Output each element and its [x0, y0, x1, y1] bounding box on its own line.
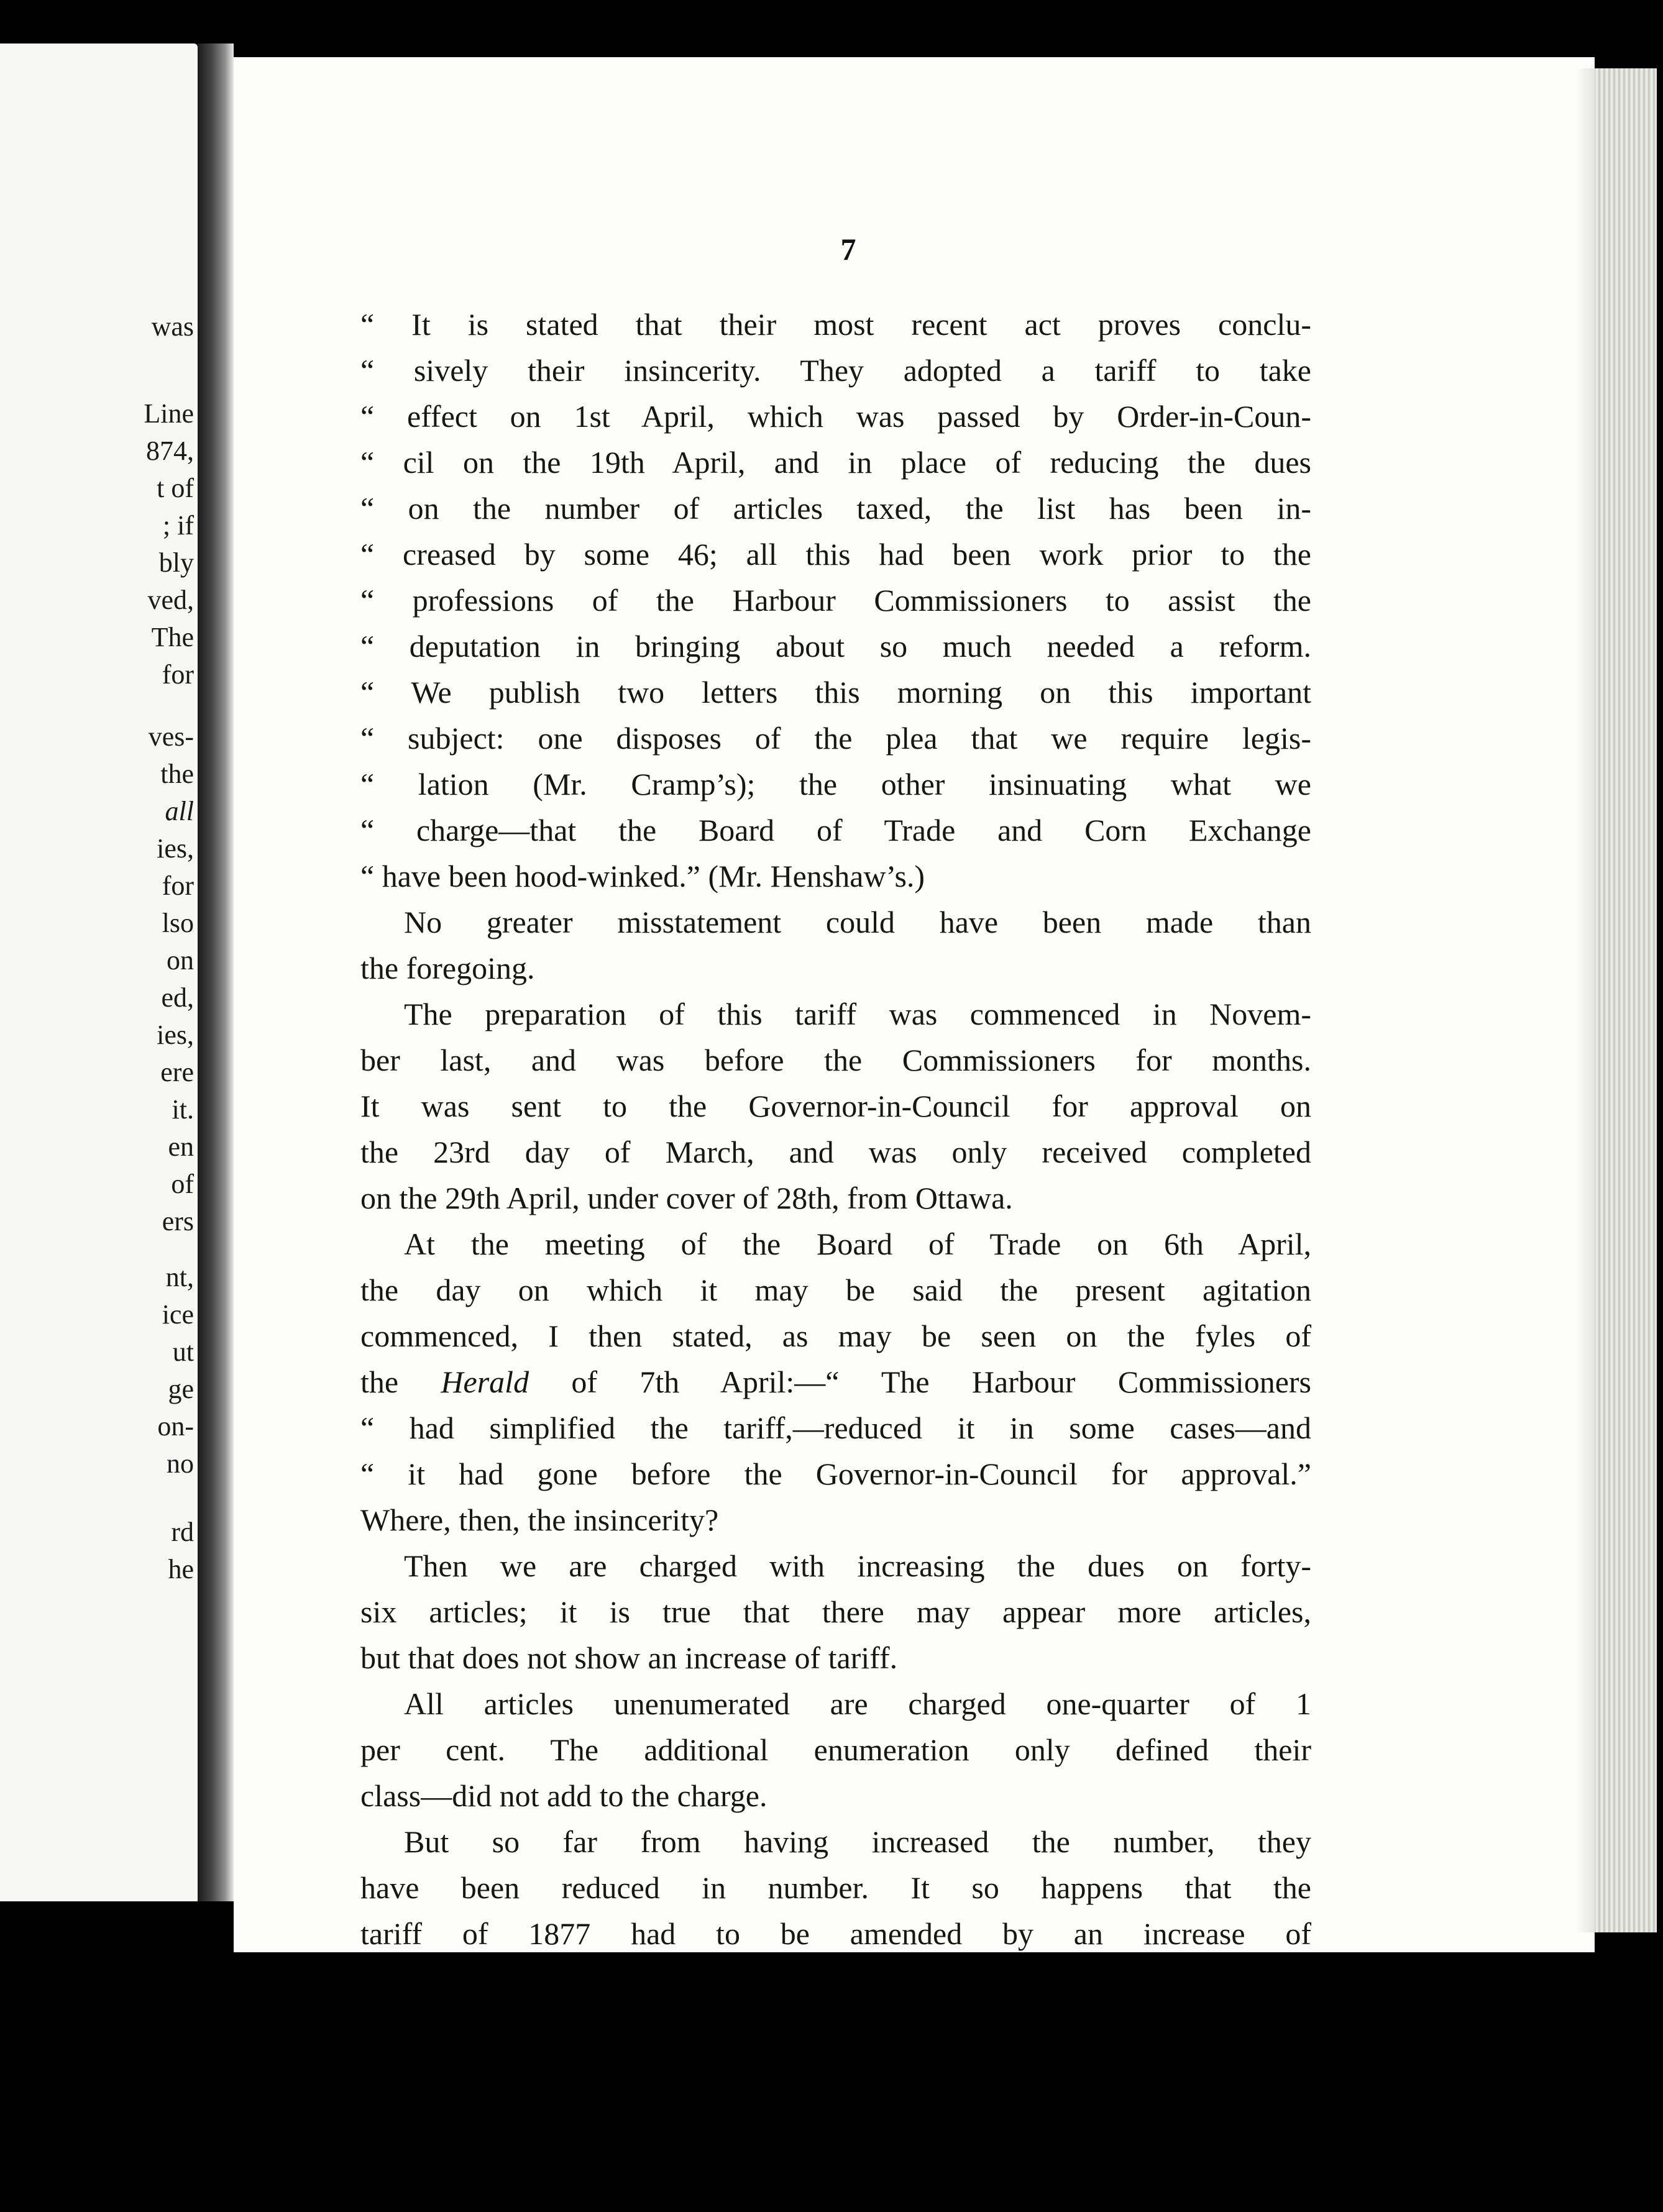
text-line: “ subject: one disposes of the plea that we require legis-: [360, 721, 1311, 756]
text-line: “ effect on 1st April, which was passed by Order-in-Coun-: [360, 399, 1311, 434]
text-line: six articles; it is true that there may appear more articles,: [360, 1594, 1311, 1629]
text-line: the foregoing.: [360, 951, 535, 985]
left-page-fragment: ies,: [157, 833, 194, 864]
newspaper-title: Herald: [441, 1364, 529, 1399]
left-page-fragment: he: [168, 1554, 194, 1584]
left-page-fragment: the: [160, 759, 194, 789]
left-page-fragment: ge: [168, 1374, 194, 1404]
left-page-fragment: ves-: [148, 721, 194, 752]
left-page-fragment: bly: [158, 547, 194, 578]
text-line: the 23rd day of March, and was only received completed: [360, 1135, 1311, 1169]
left-page-fragment: was: [151, 311, 194, 342]
left-page-fragment: on: [167, 945, 194, 976]
left-page-fragment: ers: [162, 1206, 194, 1236]
text-line: tariff of 1877 had to be amended by an increase of: [360, 1916, 1311, 1951]
left-page-fragment: no: [167, 1448, 194, 1479]
text-line: Then we are charged with increasing the dues on forty-: [404, 1548, 1311, 1583]
text-run: the: [360, 1364, 441, 1399]
left-page-fragment: ut: [172, 1337, 194, 1367]
text-line: “ had simplified the tariff,—reduced it in some cases—and: [360, 1410, 1311, 1445]
text-line: It was sent to the Governor-in-Council for approval on: [360, 1089, 1311, 1123]
left-page-fragment: nt,: [165, 1262, 194, 1292]
text-line: “ charge—that the Board of Trade and Corn Exchange: [360, 813, 1311, 848]
left-page-fragment: ies,: [157, 1020, 194, 1050]
left-page-fragment: 874,: [146, 436, 194, 466]
left-page-fragment: on-: [157, 1411, 194, 1442]
text-line: the day on which it may be said the present agitation: [360, 1273, 1311, 1307]
text-line: Where, then, the insincerity?: [360, 1502, 719, 1537]
left-page-fragment: ved,: [147, 585, 194, 615]
left-page-fragment: it.: [172, 1094, 194, 1125]
text-line: “ We publish two letters this morning on this important: [360, 675, 1311, 710]
text-line: “ have been hood-winked.” (Mr. Henshaw’s.): [360, 859, 925, 893]
text-line: per cent. The additional enumeration only defined their: [360, 1732, 1311, 1767]
text-line: ber last, and was before the Commissioners for months.: [360, 1043, 1311, 1077]
text-run: of 7th April:—“ The Harbour Commissioners: [529, 1364, 1311, 1399]
text-line: But so far from having increased the number, they: [404, 1824, 1311, 1859]
text-line: “ cil on the 19th April, and in place of reducing the dues: [360, 445, 1311, 480]
text-line: “ deputation in bringing about so much needed a reform.: [360, 629, 1311, 664]
text-line: All articles unenumerated are charged one-quarter of 1: [404, 1686, 1311, 1721]
left-page-fragment: of: [171, 1169, 194, 1199]
page-number: 7: [840, 232, 856, 267]
text-line: have been reduced in number. It so happens that the: [360, 1870, 1311, 1905]
text-line: “ professions of the Harbour Commissioners to assist the: [360, 583, 1311, 618]
text-line: “ it had gone before the Governor-in-Council for approval.”: [360, 1456, 1311, 1491]
left-page-fragment: t of: [157, 473, 194, 503]
text-line: class—did not add to the charge.: [360, 1778, 767, 1813]
text-line: The preparation of this tariff was commenced in Novem-: [404, 997, 1311, 1031]
page-edge-shadow: [1576, 68, 1595, 1932]
left-page: [0, 43, 198, 1901]
text-line: commenced, I then stated, as may be seen on the fyles of: [360, 1319, 1311, 1353]
left-page-fragment: lso: [162, 908, 194, 938]
text-line: “ sively their insincerity. They adopted a tariff to take: [360, 353, 1311, 388]
left-page-fragment: The: [151, 622, 194, 652]
text-line: but that does not show an increase of tariff.: [360, 1640, 898, 1675]
left-page-fragment: all: [165, 796, 194, 826]
left-page-fragment: ed,: [161, 982, 194, 1013]
text-line: At the meeting of the Board of Trade on 6th April,: [404, 1227, 1311, 1261]
text-line: “ on the number of articles taxed, the list has been in-: [360, 491, 1311, 526]
left-page-fragment: Line: [144, 398, 194, 429]
text-line: “ It is stated that their most recent act proves conclu-: [360, 307, 1311, 342]
left-page-fragment: ice: [162, 1299, 194, 1330]
text-line: “ lation (Mr. Cramp’s); the other insinuating what we: [360, 767, 1311, 802]
page-stack-edges: [1595, 68, 1657, 1932]
left-page-fragment: for: [162, 871, 194, 901]
text-line: on the 29th April, under cover of 28th, from Ottawa.: [360, 1181, 1013, 1215]
left-page-fragment: rd: [171, 1517, 194, 1547]
text-line: No greater misstatement could have been made than: [404, 905, 1311, 939]
text-line: “ creased by some 46; all this had been work prior to the: [360, 537, 1311, 572]
book-gutter: [198, 43, 234, 1901]
left-page-fragment: for: [162, 659, 194, 690]
left-page-fragment: ; if: [162, 510, 194, 541]
left-page-fragment: ere: [160, 1057, 194, 1087]
text-line: [360, 1362, 1311, 1402]
left-page-fragment: en: [168, 1131, 194, 1162]
